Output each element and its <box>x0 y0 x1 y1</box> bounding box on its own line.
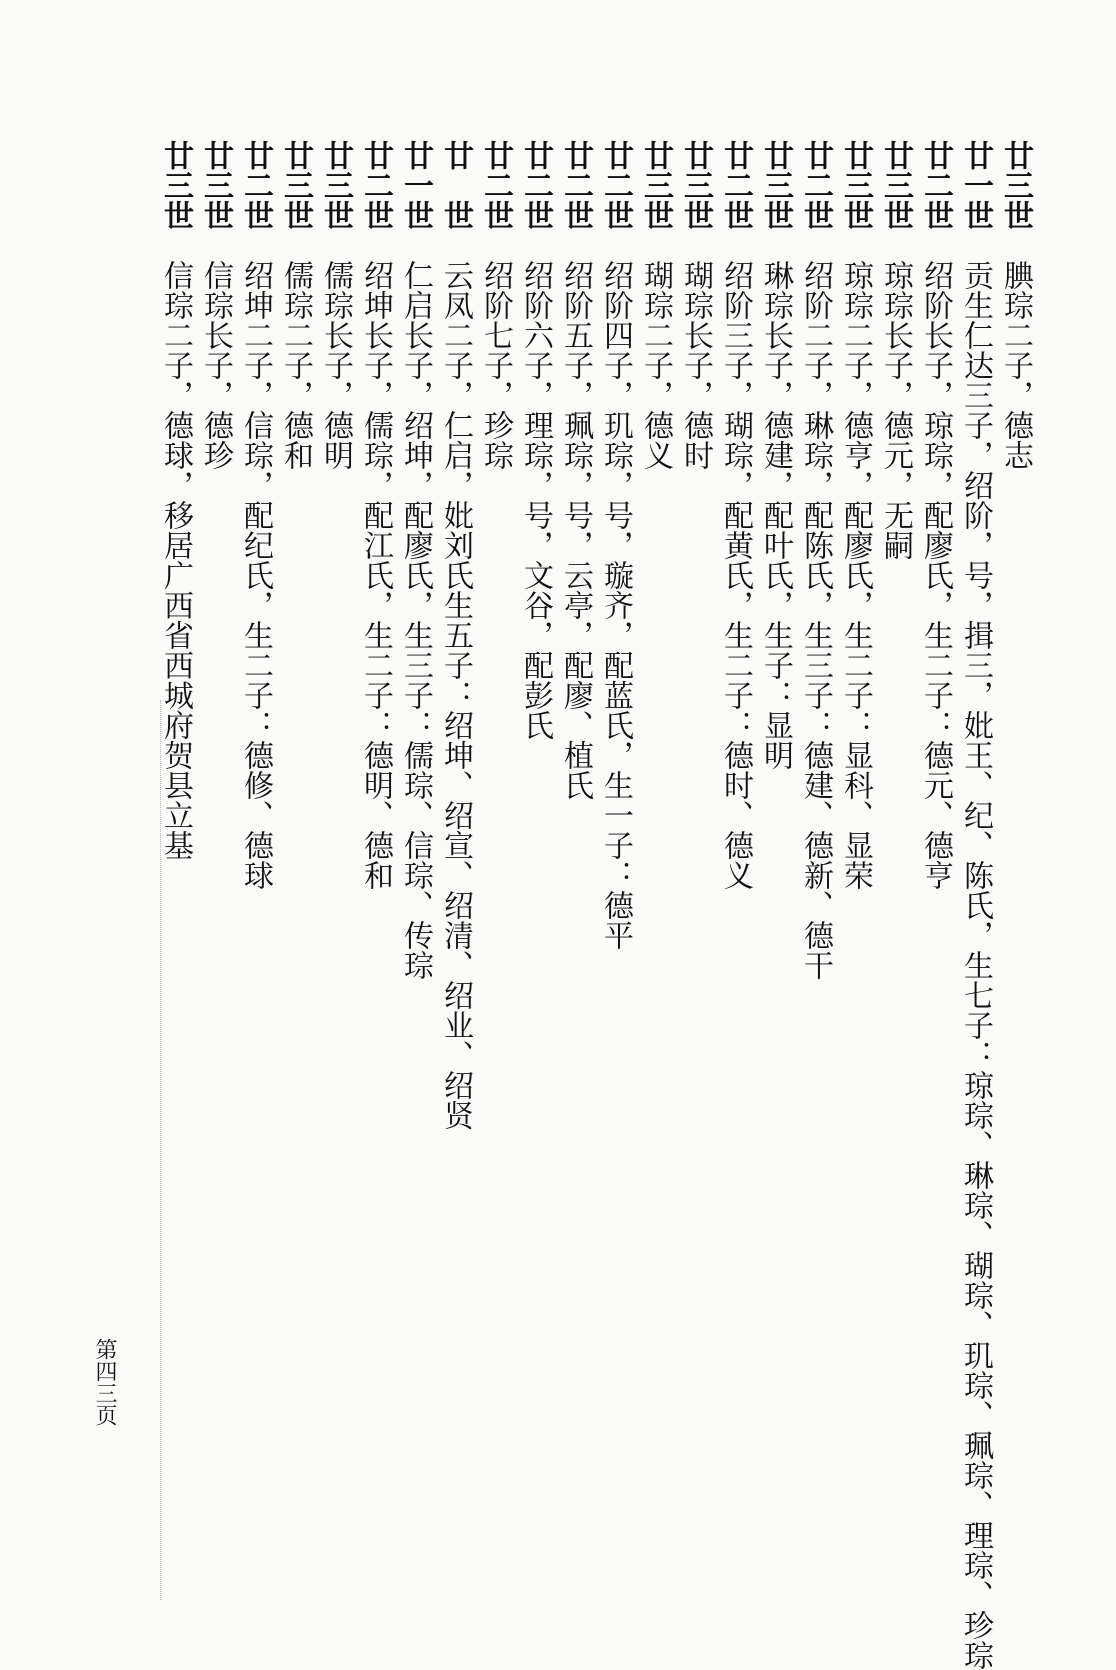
entry-text: 仁启长子，绍坤，配廖氏，生三子：儒琮、信琮、传琮 <box>398 260 433 980</box>
generation-label: 廿三世 <box>678 140 713 230</box>
entry-text: 儒琮长子，德明 <box>318 260 353 470</box>
entry-text: 腆琮二子，德志 <box>998 260 1033 470</box>
entry-column <box>555 140 595 1490</box>
generation-label: 廿二世 <box>358 140 393 230</box>
generation-label: 廿三世 <box>638 140 673 230</box>
entry-text: 绍阶六子，理琮，号，文谷，配彭氏 <box>518 260 553 740</box>
entry-column <box>835 140 875 1490</box>
entry-text: 绍阶长子，琼琮，配廖氏，生二子：德元、德亨 <box>918 260 953 890</box>
entry-column <box>475 140 515 1490</box>
entry-column <box>875 140 915 1490</box>
entry-column <box>315 140 355 1490</box>
entry-column <box>355 140 395 1490</box>
entry-text: 贡生仁达三子，绍阶，号，揖三，妣王、纪、陈氏，生七子：琼琮、琳琮、瑚琮、玑琮、珮琮、理琮、珍琮 <box>958 260 993 1670</box>
entry-text: 瑚琮二子，德义 <box>638 260 673 470</box>
entry-text: 琼琮长子，德元，无嗣 <box>878 260 913 560</box>
generation-label: 廿二世 <box>918 140 953 230</box>
generation-label: 廿二世 <box>598 140 633 230</box>
generation-label: 廿三世 <box>278 140 313 230</box>
generation-label: 廿三世 <box>158 140 193 230</box>
generation-label: 廿三世 <box>198 140 233 230</box>
entry-text: 云凤二子，仁启，妣刘氏生五子：绍坤、绍宣、绍清、绍业、绍贤 <box>438 260 473 1130</box>
entry-column <box>395 140 435 1490</box>
entry-column <box>515 140 555 1490</box>
entry-text: 绍坤长子，儒琮，配江氏，生二子：德明、德和 <box>358 260 393 890</box>
generation-label: 廿二世 <box>238 140 273 230</box>
entry-text: 瑚琮长子，德时 <box>678 260 713 470</box>
entry-text: 绍阶三子，瑚琮，配黄氏，生二子：德时、德义 <box>718 260 753 890</box>
entry-column <box>155 140 195 1490</box>
entry-column <box>435 140 475 1490</box>
entry-text: 琳琮长子，德建，配叶氏，生子：显明 <box>758 260 793 770</box>
entry-text: 儒琮二子，德和 <box>278 260 313 470</box>
entry-column <box>275 140 315 1490</box>
entry-column <box>235 140 275 1490</box>
generation-label: 廿三世 <box>878 140 913 230</box>
generation-label: 廿二世 <box>478 140 513 230</box>
entry-text: 绍阶五子，珮琮，号，云亭，配廖、植氏 <box>558 260 593 800</box>
entry-text: 琼琮二子，德亨，配廖氏，生二子：显科、显荣 <box>838 260 873 890</box>
entry-text: 信琮长子，德珍 <box>198 260 233 470</box>
entry-column <box>995 140 1035 1490</box>
generation-label: 廿 世 <box>438 140 473 230</box>
generation-label: 廿三世 <box>318 140 353 230</box>
generation-label: 廿二世 <box>558 140 593 230</box>
generation-label: 廿二世 <box>798 140 833 230</box>
entry-text: 绍坤二子，信琮，配纪氏，生二子：德修、德球 <box>238 260 273 890</box>
entry-column <box>715 140 755 1490</box>
generation-label: 廿一世 <box>958 140 993 230</box>
entry-column <box>915 140 955 1490</box>
generation-label: 廿二世 <box>518 140 553 230</box>
entry-column <box>755 140 795 1490</box>
entry-text: 信琮二子，德球，移居广西省西城府贺县立基 <box>158 260 193 860</box>
entry-column <box>595 140 635 1490</box>
generation-label: 廿三世 <box>998 140 1033 230</box>
entry-column <box>955 140 995 1670</box>
entry-column <box>675 140 715 1490</box>
generation-label: 廿一世 <box>398 140 433 230</box>
entry-text: 绍阶七子，珍琮 <box>478 260 513 470</box>
entry-text: 绍阶二子，琳琮，配陈氏，生三子：德建、德新、德干 <box>798 260 833 980</box>
entry-column <box>635 140 675 1490</box>
entry-column <box>195 140 235 1490</box>
generation-label: 廿二世 <box>718 140 753 230</box>
generation-label: 廿三世 <box>758 140 793 230</box>
page-number: 第四三页 <box>92 1338 117 1426</box>
generation-label: 廿三世 <box>838 140 873 230</box>
entry-text: 绍阶四子，玑琮，号，璇齐，配蓝氏，生一子：德平 <box>598 260 633 950</box>
entry-column <box>795 140 835 1490</box>
